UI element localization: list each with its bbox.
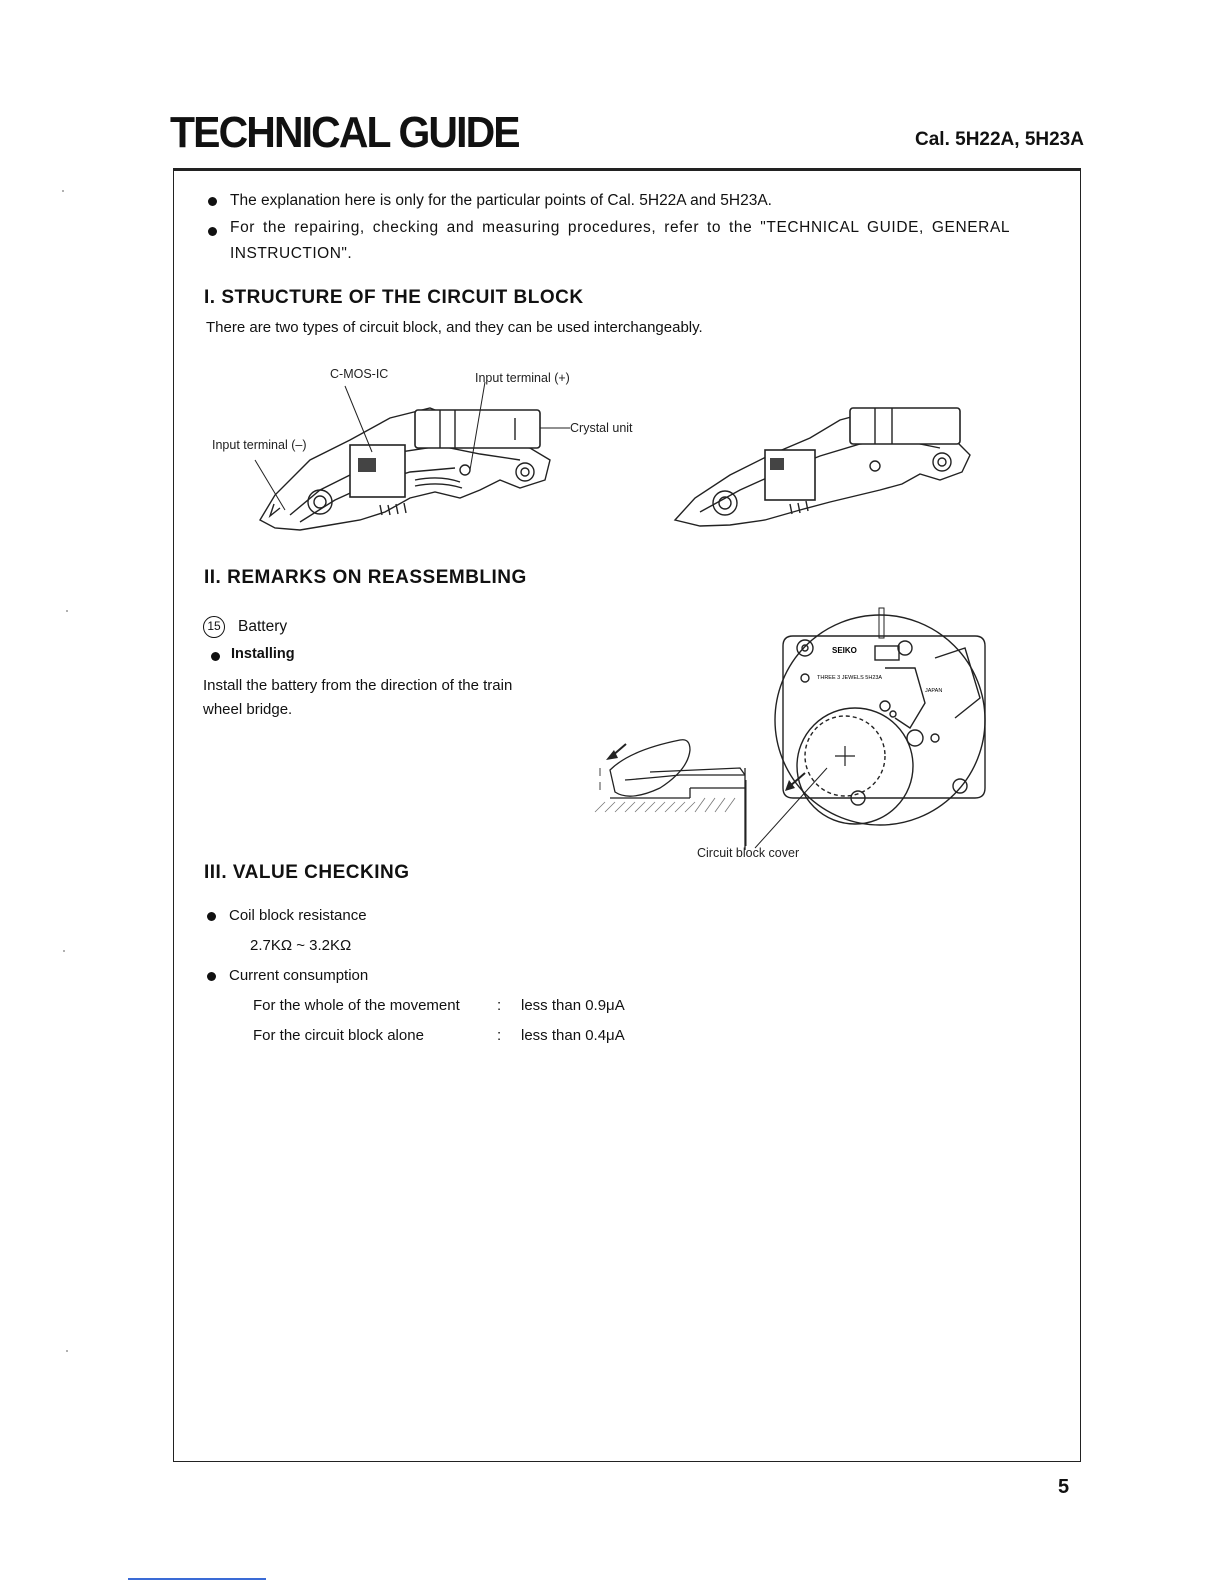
current-row-1-label: For the whole of the movement	[253, 997, 460, 1014]
circuit-block-diagram-b	[670, 400, 980, 540]
current-row-2-label: For the circuit block alone	[253, 1027, 424, 1044]
section-1-text: There are two types of circuit block, and they can be used interchangeably.	[206, 319, 703, 336]
current-row-2-sep: :	[497, 1027, 502, 1044]
page-number: 5	[1058, 1476, 1070, 1498]
circuit-block-diagram-a	[200, 380, 600, 540]
scan-mark	[66, 1350, 68, 1352]
bullet-icon	[208, 227, 217, 236]
bottom-link-underline[interactable]	[128, 1578, 266, 1580]
caliber-label: Cal. 5H22A, 5H23A	[915, 129, 1084, 150]
cmos-label: C-MOS-IC	[330, 367, 389, 381]
bullet-icon	[211, 652, 220, 661]
movement-origin: JAPAN	[925, 688, 943, 694]
cover-leader-line	[740, 780, 760, 850]
battery-insertion-diagram	[590, 730, 760, 830]
current-row-2-value: less than 0.4μA	[521, 1027, 625, 1044]
crystal-unit-label: Crystal unit	[570, 421, 633, 435]
bullet-icon	[207, 972, 216, 981]
installing-subheading: Installing	[231, 646, 295, 662]
intro-line-3: INSTRUCTION".	[230, 245, 353, 262]
input-plus-label: Input terminal (+)	[475, 371, 570, 385]
section-1-heading: I. STRUCTURE OF THE CIRCUIT BLOCK	[204, 287, 584, 308]
input-minus-label: Input terminal (–)	[212, 438, 307, 452]
scan-mark	[66, 610, 68, 612]
install-text-2: wheel bridge.	[203, 701, 293, 718]
page-title: TECHNICAL GUIDE	[170, 108, 519, 157]
bullet-icon	[207, 912, 216, 921]
current-row-1-sep: :	[497, 997, 502, 1014]
scan-mark	[63, 950, 65, 952]
section-2-heading: II. REMARKS ON REASSEMBLING	[204, 567, 527, 588]
circuit-block-cover-label: Circuit block cover	[697, 846, 800, 860]
coil-resistance-value: 2.7KΩ ~ 3.2KΩ	[250, 937, 352, 954]
install-text-1: Install the battery from the direction of the train	[203, 677, 513, 694]
movement-jewels: THREE 3 JEWELS 5H23A	[817, 675, 883, 681]
current-row-1-value: less than 0.9μA	[521, 997, 625, 1014]
part-battery-label: Battery	[238, 618, 288, 635]
scan-mark	[62, 190, 64, 192]
intro-line-2: For the repairing, checking and measuring procedures, refer to the "TECHNICAL GUIDE, GENERAL	[230, 219, 1011, 236]
bullet-icon	[208, 197, 217, 206]
movement-diagram	[775, 608, 995, 828]
coil-resistance-label: Coil block resistance	[229, 907, 367, 924]
movement-brand: SEIKO	[832, 646, 857, 655]
part-number-circle: 15	[203, 616, 225, 638]
current-consumption-label: Current consumption	[229, 967, 369, 984]
section-3-heading: III. VALUE CHECKING	[204, 862, 410, 883]
intro-line-1: The explanation here is only for the particular points of Cal. 5H22A and 5H23A.	[230, 192, 772, 209]
